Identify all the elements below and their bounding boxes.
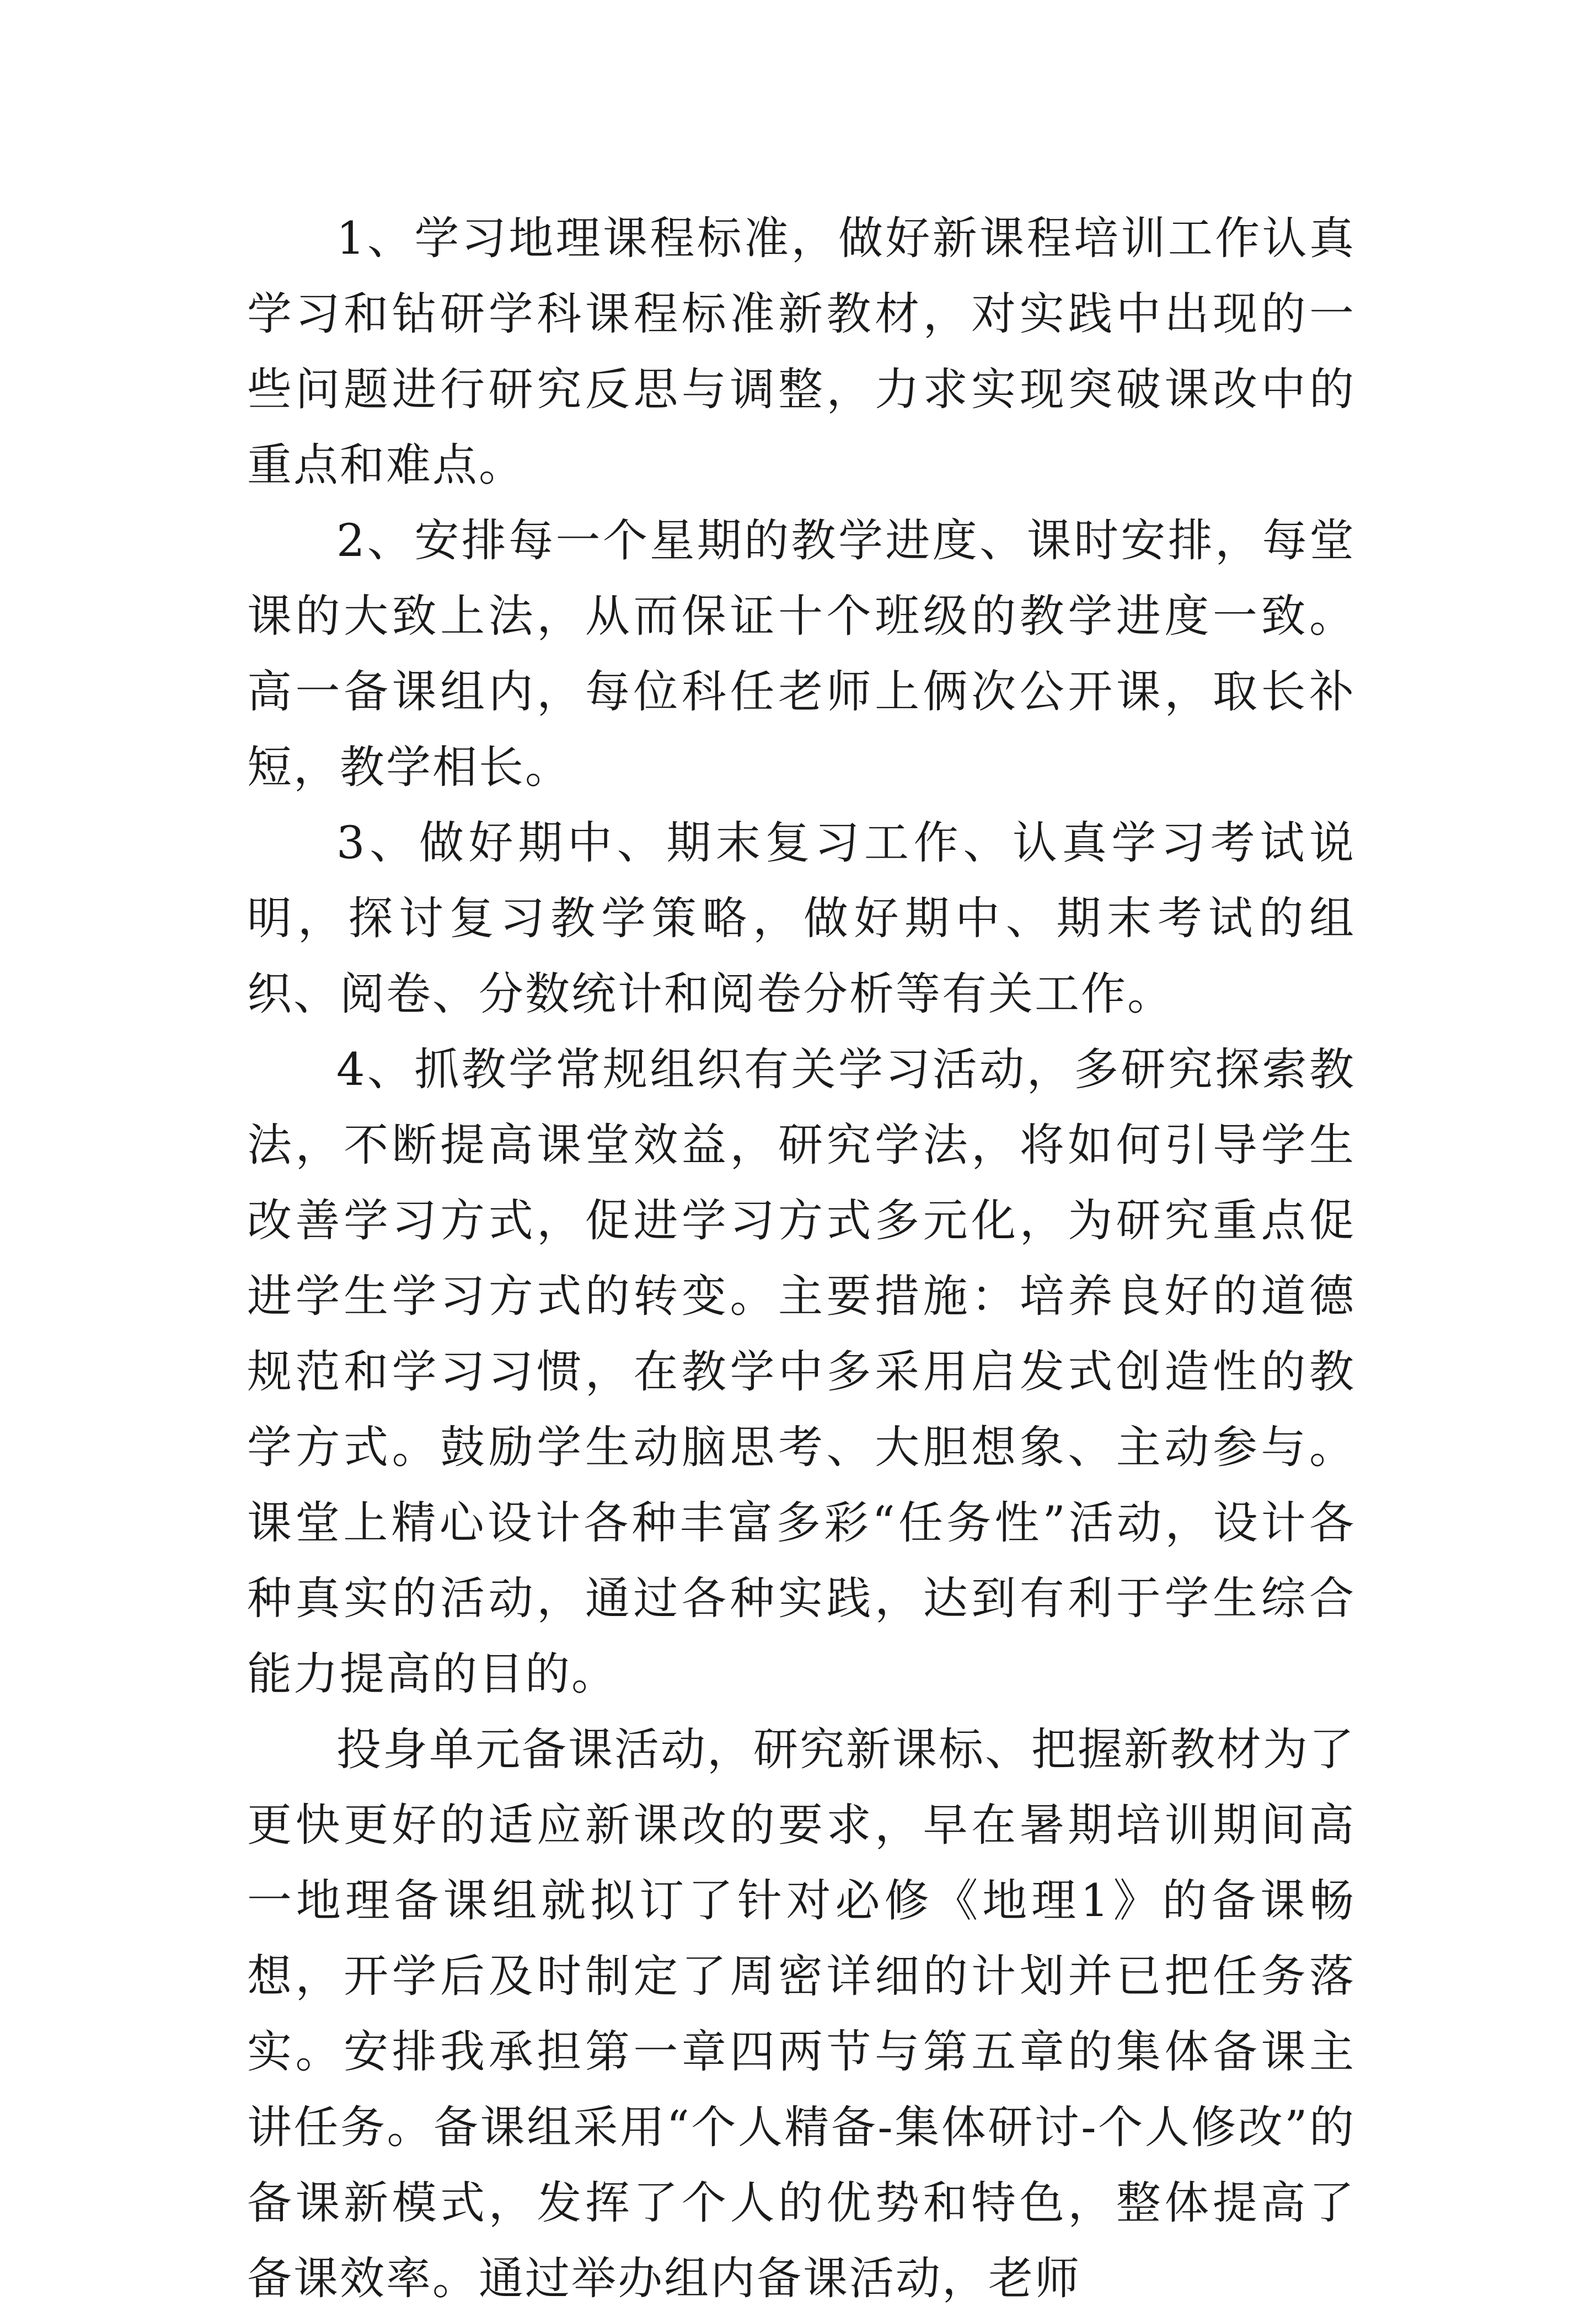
paragraph-1: 1、学习地理课程标准，做好新课程培训工作认真学习和钻研学科课程标准新教材，对实践中出现的一些问题进行研究反思与调整，力求实现突破课改中的重点和难点。 — [247, 213, 1356, 491]
paragraph-2: 2、安排每一个星期的教学进度、课时安排，每堂课的大致上法，从而保证十个班级的教学进度一致。高一备课组内，每位科任老师上俩次公开课，取长补短，教学相长。 — [247, 515, 1356, 794]
paragraph-4: 4、抓教学常规组织有关学习活动，多研究探索教法，不断提高课堂效益，研究学法，将如何引导学生改善学习方式，促进学习方式多元化，为研究重点促进学生学习方式的转变。主要措施：培养良好的道德规范和学习习惯，在教学中多采用启发式创造性的教学方式。鼓励学生动脑思考、大胆想象、主动参与。课堂上精心设计各种丰富多彩“任务性”活动，设计各种真实的活动，通过各种实践，达到有利于学生综合能力提高的目的。 — [247, 1044, 1356, 1700]
document-body — [247, 201, 1356, 2317]
paragraph-5: 投身单元备课活动，研究新课标、把握新教材为了更快更好的适应新课改的要求，早在暑期培训期间高一地理备课组就拟订了针对必修《地理1》的备课畅想，开学后及时制定了周密详细的计划并已把任务落实。安排我承担第一章四两节与第五章的集体备课主讲任务。备课组采用“个人精备-集体研讨-个人修改”的备课新模式，发挥了个人的优势和特色，整体提高了备课效率。通过举办组内备课活动，老师 — [247, 1724, 1356, 2305]
paragraph-3: 3、做好期中、期末复习工作、认真学习考试说明，探讨复习教学策略，做好期中、期末考试的组织、阅卷、分数统计和阅卷分析等有关工作。 — [247, 817, 1356, 1020]
